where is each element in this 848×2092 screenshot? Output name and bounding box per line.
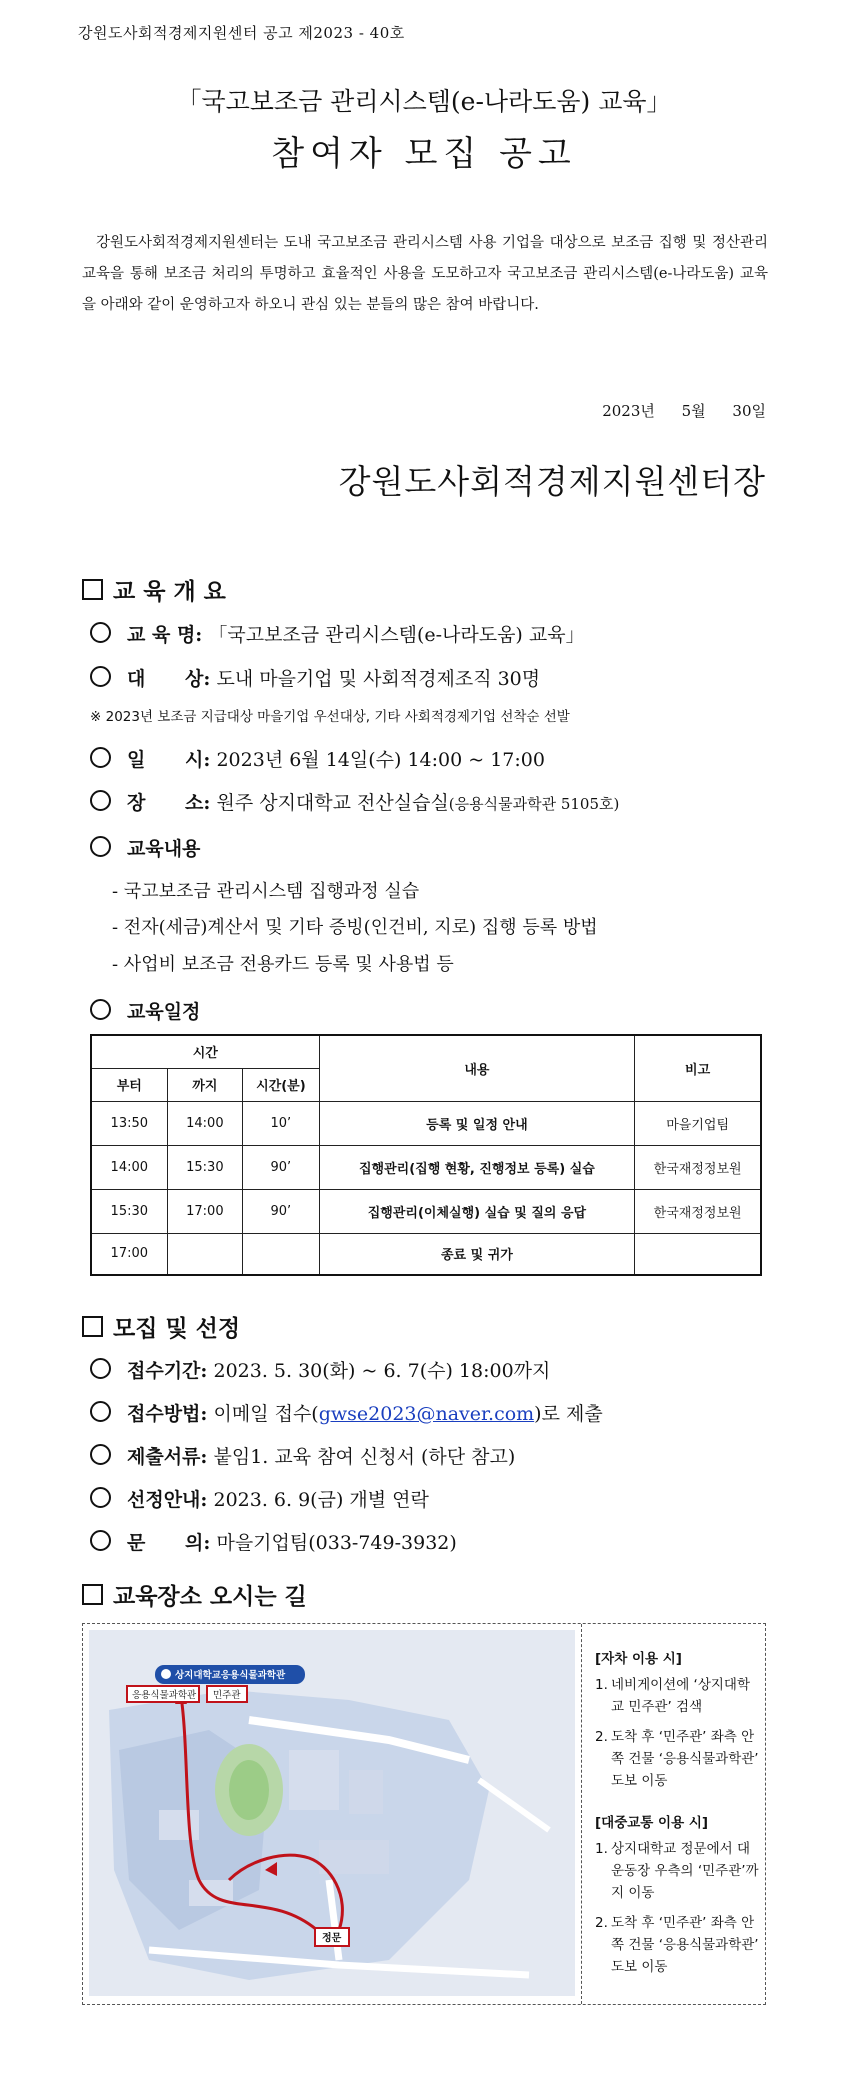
header-content: 내용: [319, 1035, 635, 1101]
section-recruitment: [82, 1310, 240, 1343]
dashed-divider: [581, 1624, 582, 2004]
item-label: 대 상:: [127, 668, 211, 690]
cell-duration: 90’: [243, 1145, 319, 1189]
cell-duration: [243, 1233, 319, 1275]
table-row: [91, 1189, 761, 1233]
car-step-2-text: 도착 후 ‘민주관’ 좌측 안쪽 건물 ‘응용식물과학관’ 도보 이동: [611, 1729, 759, 1789]
cell-from: 15:30: [91, 1189, 167, 1233]
document-number: 강원도사회적경제지원센터 공고 제2023 - 40호: [78, 24, 405, 42]
section-title: 교육장소 오시는 길: [113, 1584, 307, 1610]
item-method: [90, 1399, 603, 1426]
item-education-name: [90, 620, 585, 647]
circle-bullet-icon: [90, 1487, 111, 1508]
item-label: 접수방법:: [127, 1403, 208, 1425]
bus-step-2-text: 도착 후 ‘민주관’ 좌측 안쪽 건물 ‘응용식물과학관’ 도보 이동: [611, 1915, 759, 1975]
title-line-1: 「국고보조금 관리시스템(e-나라도움) 교육」: [176, 87, 672, 116]
intro-paragraph: 강원도사회적경제지원센터는 도내 국고보조금 관리시스템 사용 기업을 대상으로 보조금 집행 및 정산관리 교육을 통해 보조금 처리의 투명하고 효율적인 사용을 도모하고자 국고보조금 관리시스템(e-나라도움) 교육을 아래와 같이 운영하고자 하오니 관심 있는 분들의 많은 참여 바랍니다.: [82, 235, 768, 313]
header-to: 까지: [167, 1068, 243, 1101]
campus-map: [89, 1630, 575, 1996]
signer: 강원도사회적경제지원센터장: [338, 462, 766, 501]
cell-note: 마을기업팀: [635, 1101, 761, 1145]
circle-bullet-icon: [90, 666, 111, 687]
cell-duration: 90’: [243, 1189, 319, 1233]
cell-to: 14:00: [167, 1101, 243, 1145]
content-line-1: - 국고보조금 관리시스템 집행과정 실습: [112, 881, 420, 902]
section-education-overview: [82, 573, 226, 606]
cell-to: [167, 1233, 243, 1275]
header-duration: 시간(분): [243, 1068, 319, 1101]
bus-step-1: 1. 상지대학교 정문에서 대운동장 우측의 ‘민주관’까지 이동: [595, 1838, 761, 1904]
schedule-table: [90, 1034, 762, 1276]
item-label: 선정안내:: [127, 1489, 208, 1511]
item-label: 문 의:: [127, 1532, 211, 1554]
directions-box: [82, 1623, 766, 2005]
directions-text: [595, 1648, 761, 1986]
header-note: 비고: [635, 1035, 761, 1101]
cell-to: 15:30: [167, 1145, 243, 1189]
map-gate-label: 정문: [322, 1933, 342, 1944]
car-step-2: 2. 도착 후 ‘민주관’ 좌측 안쪽 건물 ‘응용식물과학관’ 도보 이동: [595, 1726, 761, 1792]
item-value: 원주 상지대학교 전산실습실: [216, 792, 449, 814]
cell-from: 17:00: [91, 1233, 167, 1275]
square-bullet-icon: [82, 1584, 103, 1605]
content-line-2: - 전자(세금)계산서 및 기타 증빙(인건비, 지로) 집행 등록 방법: [112, 917, 598, 938]
campus-map-drawing: [89, 1630, 575, 1996]
item-value: 「국고보조금 관리시스템(e-나라도움) 교육」: [208, 624, 585, 646]
cell-note: 한국재정정보원: [635, 1189, 761, 1233]
square-bullet-icon: [82, 579, 103, 600]
circle-bullet-icon: [90, 790, 111, 811]
item-documents: [90, 1442, 515, 1469]
header-from: 부터: [91, 1068, 167, 1101]
cell-duration: 10’: [243, 1101, 319, 1145]
circle-bullet-icon: [90, 999, 111, 1020]
item-value: 마을기업팀(033-749-3932): [216, 1532, 457, 1554]
item-schedule: [90, 997, 200, 1024]
cell-note: 한국재정정보원: [635, 1145, 761, 1189]
header-time: 시간: [91, 1035, 319, 1068]
circle-bullet-icon: [90, 1358, 111, 1379]
item-label: 교 육 명:: [127, 624, 203, 646]
bus-title: [대중교통 이용 시]: [595, 1815, 709, 1831]
table-row: [91, 1233, 761, 1275]
item-value-post: )로 제출: [534, 1403, 603, 1425]
map-building-label: 응용식물과학관: [132, 1690, 197, 1701]
item-value-pre: 이메일 접수(: [213, 1403, 319, 1425]
circle-bullet-icon: [90, 1444, 111, 1465]
place-detail: (응용식물과학관 5105호): [448, 795, 620, 813]
item-selection: [90, 1485, 429, 1512]
cell-from: 14:00: [91, 1145, 167, 1189]
item-value: 붙임1. 교육 참여 신청서 (하단 참고): [213, 1446, 516, 1468]
table-row: [91, 1101, 761, 1145]
circle-bullet-icon: [90, 1401, 111, 1422]
section-title: 모집 및 선정: [113, 1316, 241, 1342]
table-row: [91, 1145, 761, 1189]
item-value: 2023. 5. 30(화) ~ 6. 7(수) 18:00까지: [213, 1360, 551, 1382]
item-label: 교육내용: [127, 838, 201, 860]
email-link[interactable]: gwse2023@naver.com: [318, 1403, 535, 1425]
circle-bullet-icon: [90, 836, 111, 857]
car-title: [자차 이용 시]: [595, 1651, 682, 1667]
item-period: [90, 1356, 550, 1383]
cell-content: 종료 및 귀가: [319, 1233, 635, 1275]
item-label: 장 소:: [127, 792, 211, 814]
target-note: ※ 2023년 보조금 지급대상 마을기업 우선대상, 기타 사회적경제기업 선착순 선발: [90, 709, 570, 725]
map-pin-label: 상지대학교응용식물과학관: [175, 1670, 286, 1681]
cell-content: 집행관리(이체실행) 실습 및 질의 응답: [319, 1189, 635, 1233]
item-content: [90, 834, 200, 861]
square-bullet-icon: [82, 1316, 103, 1337]
bus-step-2: 2. 도착 후 ‘민주관’ 좌측 안쪽 건물 ‘응용식물과학관’ 도보 이동: [595, 1912, 761, 1978]
item-datetime: [90, 745, 545, 772]
cell-content: 집행관리(집행 현황, 진행정보 등록) 실습: [319, 1145, 635, 1189]
section-directions: [82, 1578, 307, 1611]
bus-step-1-text: 상지대학교 정문에서 대운동장 우측의 ‘민주관’까지 이동: [611, 1841, 759, 1901]
circle-bullet-icon: [90, 1530, 111, 1551]
title-line-2: 참여자 모집 공고: [271, 134, 577, 174]
circle-bullet-icon: [90, 747, 111, 768]
item-label: 접수기간:: [127, 1360, 208, 1382]
item-place: [90, 788, 619, 815]
section-title: 교 육 개 요: [113, 579, 226, 605]
item-label: 일 시:: [127, 749, 211, 771]
item-label: 제출서류:: [127, 1446, 208, 1468]
cell-from: 13:50: [91, 1101, 167, 1145]
cell-note: [635, 1233, 761, 1275]
item-value: 도내 마을기업 및 사회적경제조직 30명: [216, 668, 541, 690]
car-step-1-text: 네비게이션에 ‘상지대학교 민주관’ 검색: [611, 1677, 750, 1715]
item-label: 교육일정: [127, 1001, 201, 1023]
cell-content: 등록 및 일정 안내: [319, 1101, 635, 1145]
cell-to: 17:00: [167, 1189, 243, 1233]
car-step-1: 1. 네비게이션에 ‘상지대학교 민주관’ 검색: [595, 1674, 761, 1718]
content-line-3: - 사업비 보조금 전용카드 등록 및 사용법 등: [112, 954, 454, 975]
notice-date: 2023년 5월 30일: [602, 402, 766, 420]
item-target: [90, 664, 540, 691]
map-minju-label: 민주관: [213, 1690, 241, 1701]
item-value: 2023. 6. 9(금) 개별 연락: [213, 1489, 429, 1511]
circle-bullet-icon: [90, 622, 111, 643]
item-value: 2023년 6월 14일(수) 14:00 ~ 17:00: [216, 749, 545, 771]
item-contact: [90, 1528, 457, 1555]
